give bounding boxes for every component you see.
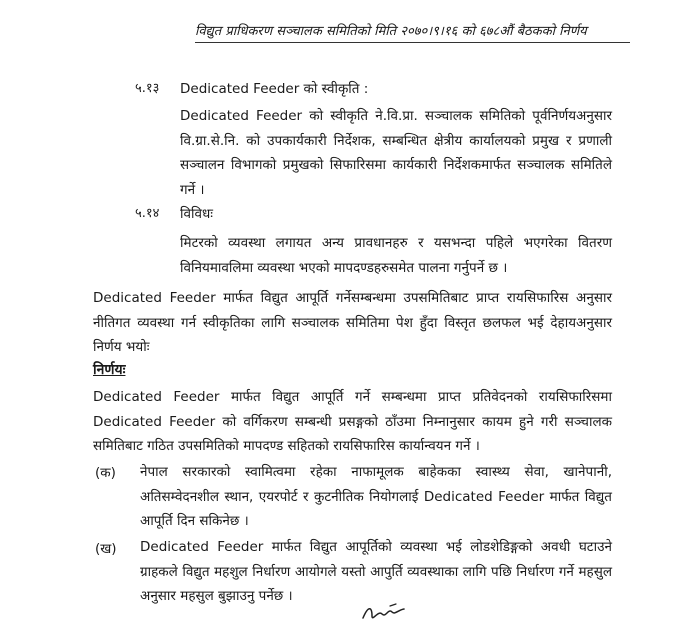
intro-paragraph: Dedicated Feeder मार्फत विद्युत आपूर्ति गर्नेसम्बन्धमा उपसमितिबाट प्राप्त रायसिफारिस अनुसार नीतिगत व्यवस्था गर्न स्वीकृतिका लागि सञ्चालक समितिमा पेश हुँदा विस्तृत छलफल भई देहायअनुसार निर्णय भयोः: [93, 290, 612, 355]
section-514-number: ५.१४: [135, 206, 160, 221]
section-513-heading: Dedicated Feeder को स्वीकृति :: [180, 81, 369, 97]
section-513-body: Dedicated Feeder को स्वीकृति ने.वि.प्रा. सञ्चालक समितिको पूर्वनिर्णयअनुसार वि.ग्रा.से.नि. को उपकार्यकारी निर्देशक, सम्बन्धित क्षेत्रीय कार्यालयको प्रमुख र प्रणाली सञ्चालन विभागको प्रमुखको सिफारिसमा कार्यकारी निर्देशकमार्फत सञ्चालक समितिले गर्ने ।: [180, 108, 612, 198]
document-header: विद्युत प्राधिकरण सञ्चालक समितिको मिति २०७०।९।१६ को ६७८औं बैठकको निर्णय: [195, 24, 630, 43]
item-kha-marker: (ख): [95, 541, 117, 557]
item-ka-marker: (क): [95, 465, 116, 481]
item-kha-text: Dedicated Feeder मार्फत विद्युत आपूर्तिको व्यवस्था भई लोडशेडिङ्गको अवधी घटाउने ग्राहकले विद्युत महशुल निर्धारण आयोगले यस्तो आपुर्ति व्यवस्थाका लागि पछि निर्धारण गर्ने महसुल अनुसार महसुल बुझाउनु पर्नेछ ।: [140, 539, 612, 604]
item-ka-text: नेपाल सरकारको स्वामित्वमा रहेका नाफामूलक बाहेकका स्वास्थ्य सेवा, खानेपानी, अतिसम्वेदनशील स्थान, एयरपोर्ट र कुटनीतिक नियोगलाई Dedicated Feeder मार्फत विद्युत आपूर्ति दिन सकिनेछ ।: [140, 464, 612, 529]
section-514-heading: विविधः: [180, 206, 214, 222]
decision-body: Dedicated Feeder मार्फत विद्युत आपूर्ति गर्ने सम्बन्धमा प्राप्त प्रतिवेदनको रायसिफारिसमा Dedicated Feeder को वर्गिकरण सम्बन्धी प्रसङ्गको ठाँउमा निम्नानुसार कायम हुने गरी सञ्चालक समितिबाट गठित उपसमितिको मापदण्ड सहितको रायसिफारिस कार्यान्वयन गर्ने ।: [93, 389, 612, 454]
section-513-number: ५.१३: [135, 81, 160, 96]
decision-heading: निर्णयः: [93, 362, 126, 378]
section-514-body: मिटरको व्यवस्था लगायत अन्य प्रावधानहरु र यसभन्दा पहिले भएगरेका वितरण विनियमावलिमा व्यवस्था भएको मापदण्डहरुसमेत पालना गर्नुपर्ने छ ।: [180, 235, 612, 276]
signature-mark: [360, 600, 410, 626]
